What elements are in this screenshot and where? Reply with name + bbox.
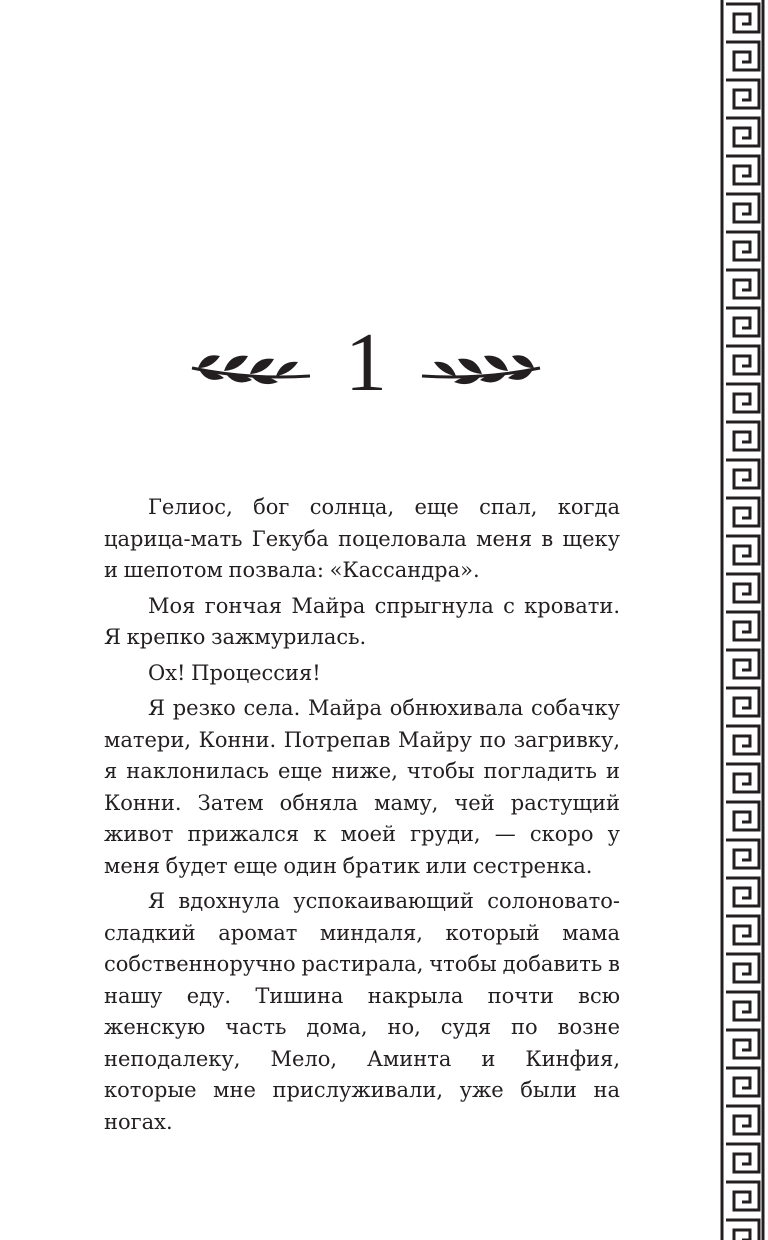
- meander-unit: [726, 460, 759, 488]
- chapter-number: 1: [345, 316, 387, 409]
- paragraph: Я резко села. Майра обнюхивала собачку матери, Конни. Потрепав Майру по загривку, я наклонилась еще ниже, чтобы погладить и Конни. Затем обняла маму, чей растущий живот прижался к моей груди, — скоро у меня будет еще один братик или сестренка.: [104, 696, 620, 878]
- meander-unit: [726, 232, 759, 260]
- meander-unit: [726, 1144, 759, 1172]
- meander-unit: [726, 42, 759, 70]
- meander-unit: [726, 612, 759, 640]
- chapter-body: [104, 492, 620, 1142]
- meander-unit: [726, 878, 759, 906]
- meander-pattern-icon: [662, 0, 768, 1240]
- meander-unit: [726, 536, 759, 564]
- meander-unit: [726, 574, 759, 602]
- meander-unit: [726, 4, 759, 32]
- meander-unit: [726, 1106, 759, 1134]
- meander-unit: [726, 726, 759, 754]
- meander-unit: [726, 764, 759, 792]
- laurel-left-icon: [190, 340, 312, 388]
- meander-unit: [726, 118, 759, 146]
- meander-unit: [726, 1030, 759, 1058]
- paragraph: Я вдохнула успокаивающий солоновато-сладкий аромат миндаля, который мама собственноручно растирала, чтобы добавить в нашу еду. Тишина накрыла почти всю женскую часть дома, но, судя по возне неподалеку, Мело, Аминта и Кинфия, которые мне прислуживали, уже были на ногах.: [104, 889, 620, 1134]
- paragraph: Моя гончая Майра спрыгнула с кровати. Я крепко зажмурилась.: [104, 593, 620, 649]
- meander-unit: [726, 156, 759, 184]
- meander-unit: [726, 270, 759, 298]
- meander-unit: [726, 650, 759, 678]
- meander-unit: [726, 1068, 759, 1096]
- greek-key-border: [662, 0, 768, 1240]
- meander-unit: [726, 422, 759, 450]
- meander-unit: [726, 346, 759, 374]
- meander-unit: [726, 308, 759, 336]
- meander-unit: [726, 840, 759, 868]
- chapter-heading: [190, 318, 542, 408]
- meander-unit: [726, 194, 759, 222]
- meander-unit: [726, 80, 759, 108]
- meander-unit: [726, 688, 759, 716]
- paragraph: Гелиос, бог солнца, еще спал, когда царица-мать Гекуба поцеловала меня в щеку и шепотом позвала: «Кассандра».: [104, 495, 620, 582]
- meander-unit: [726, 992, 759, 1020]
- meander-unit: [726, 498, 759, 526]
- meander-unit: [726, 954, 759, 982]
- meander-unit: [726, 802, 759, 830]
- laurel-right-icon: [420, 340, 542, 388]
- meander-unit: [726, 1220, 759, 1240]
- meander-unit: [726, 916, 759, 944]
- meander-unit: [726, 384, 759, 412]
- meander-unit: [726, 1182, 759, 1210]
- paragraph: Ох! Процессия!: [148, 660, 321, 685]
